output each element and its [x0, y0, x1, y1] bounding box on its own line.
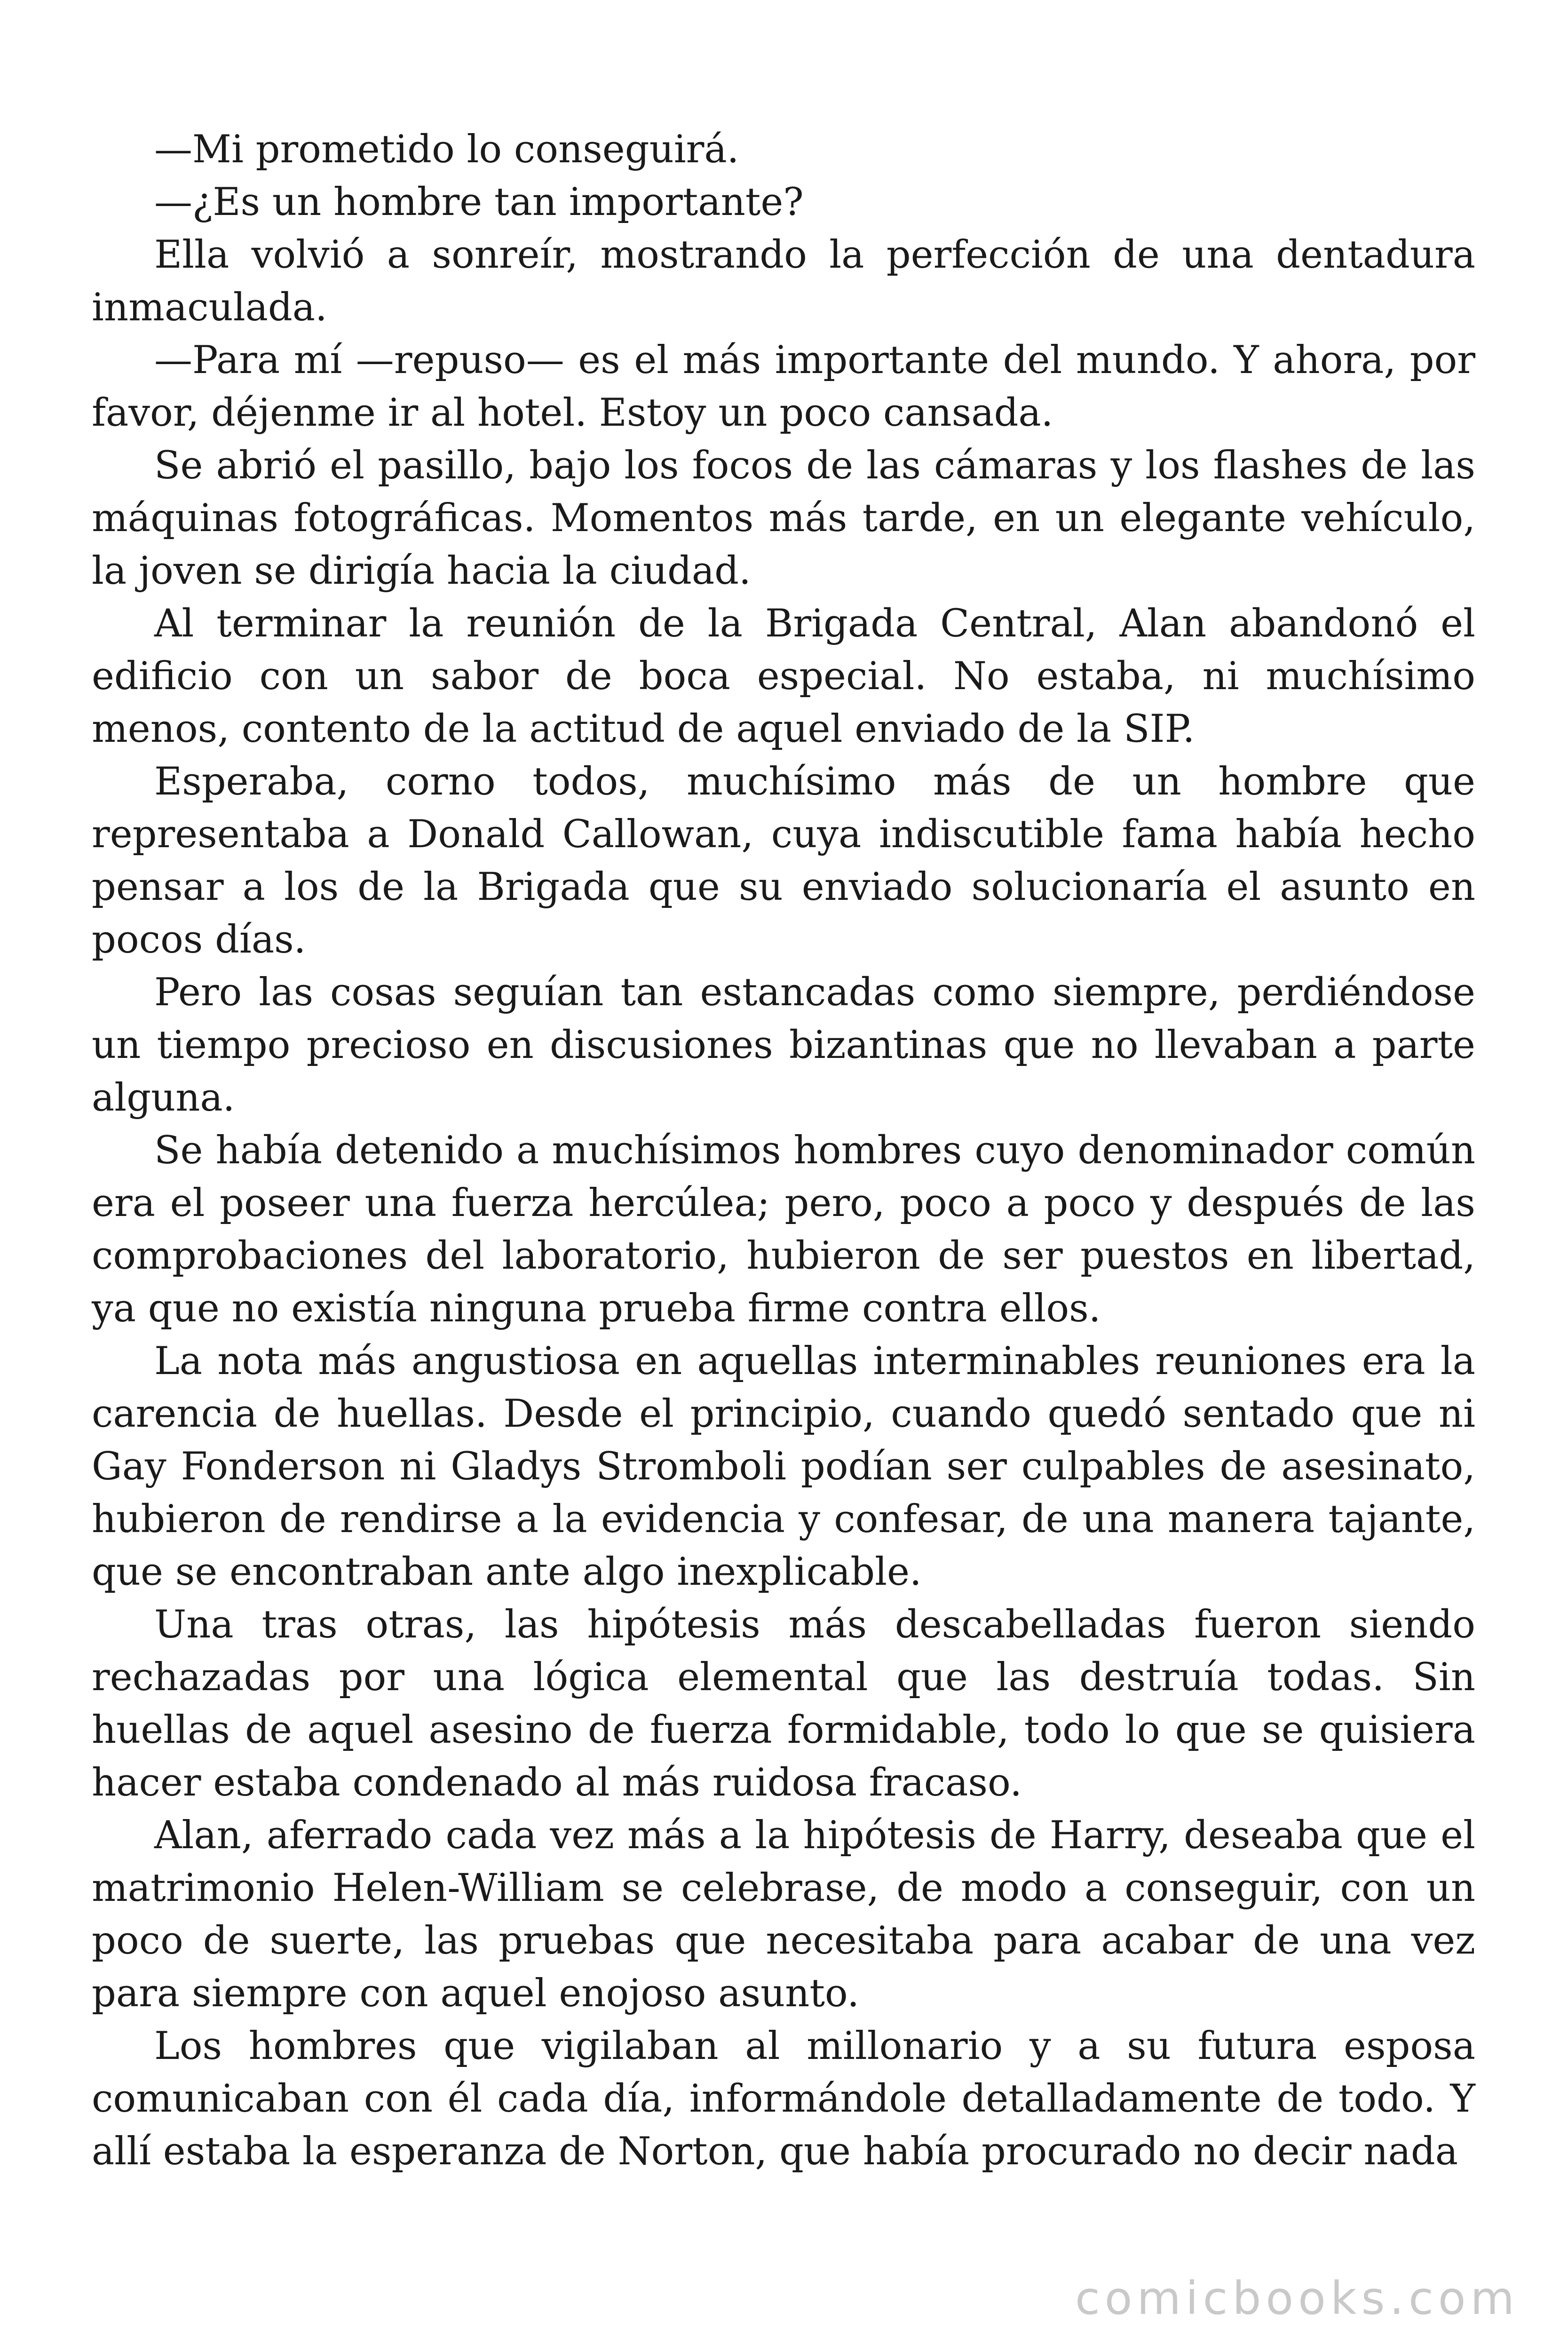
paragraph: Los hombres que vigilaban al millonario y a su futura esposa comunicaban con él cada día, informándole detalladamente de todo. Y allí estaba la esperanza de Norton, que había procurado no decir nada	[92, 2024, 1475, 2174]
paragraph: Se había detenido a muchísimos hombres cuyo denominador común era el poseer una fuerza hercúlea; pero, poco a poco y después de las comprobaciones del laboratorio, hubieron de ser puestos en libertad, ya que no existía ninguna prueba firme contra ellos.	[92, 1128, 1475, 1331]
paragraph: Pero las cosas seguían tan estancadas como siempre, perdiéndose un tiempo precioso en discusiones bizantinas que no llevaban a parte alguna.	[92, 970, 1475, 1120]
paragraph: Una tras otras, las hipótesis más descabelladas fueron siendo rechazadas por una lógica elemental que las destruía todas. Sin huellas de aquel asesino de fuerza formidable, todo lo que se quisiera hacer estaba condenado al más ruidosa fracaso.	[92, 1603, 1475, 1805]
watermark: comicbooks.com	[1075, 2272, 1519, 2325]
body-text	[92, 123, 1475, 2178]
paragraph: Ella volvió a sonreír, mostrando la perfección de una dentadura inmaculada.	[92, 233, 1475, 330]
paragraph: Se abrió el pasillo, bajo los focos de las cámaras y los flashes de las máquinas fotográficas. Momentos más tarde, en un elegante vehículo, la joven se dirigía hacia la ciudad.	[92, 444, 1475, 593]
paragraph: —Para mí —repuso— es el más importante del mundo. Y ahora, por favor, déjenme ir al hotel. Estoy un poco cansada.	[92, 338, 1475, 435]
paragraph: Esperaba, corno todos, muchísimo más de un hombre que representaba a Donald Callowan, cuya indiscutible fama había hecho pensar a los de la Brigada que su enviado solucionaría el asunto en pocos días.	[92, 760, 1475, 962]
paragraph: —¿Es un hombre tan importante?	[154, 180, 804, 224]
paragraph: La nota más angustiosa en aquellas interminables reuniones era la carencia de huellas. Desde el principio, cuando quedó sentado que ni Gay Fonderson ni Gladys Stromboli podían ser culpables de asesinato, hubieron de rendirse a la evidencia y confesar, de una manera tajante, que se encontraban ante algo inexplicable.	[92, 1339, 1475, 1594]
paragraph: —Mi prometido lo conseguirá.	[154, 127, 739, 172]
paragraph: Alan, aferrado cada vez más a la hipótesis de Harry, deseaba que el matrimonio Helen-William se celebrase, de modo a conseguir, con un poco de suerte, las pruebas que necesitaba para acabar de una vez para siempre con aquel enojoso asunto.	[92, 1813, 1475, 2016]
paragraph: Al terminar la reunión de la Brigada Central, Alan abandonó el edificio con un sabor de boca especial. No estaba, ni muchísimo menos, contento de la actitud de aquel enviado de la SIP.	[92, 602, 1475, 751]
